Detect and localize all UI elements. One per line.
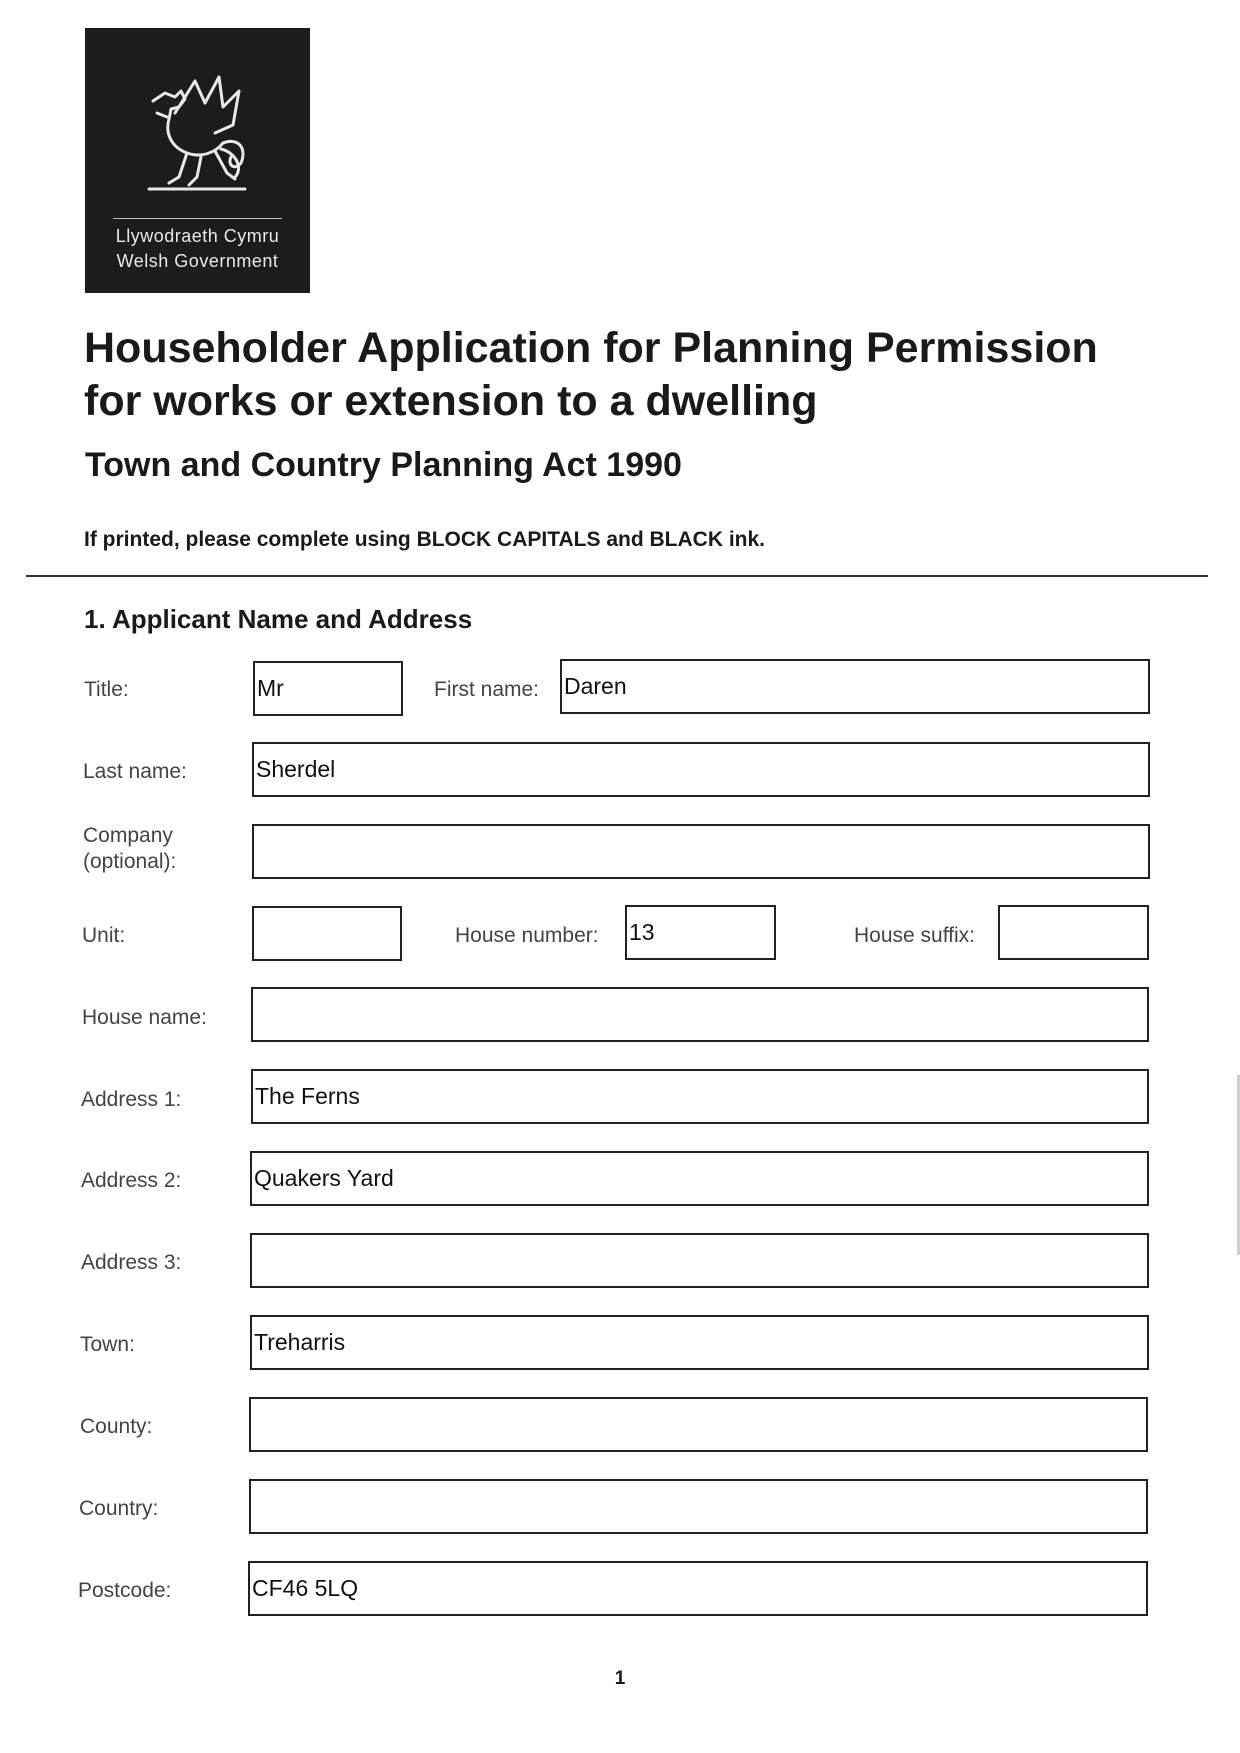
company-label-line2: (optional):: [83, 850, 177, 873]
company-label-line1: Company: [83, 824, 173, 847]
address2-label: Address 2:: [81, 1169, 182, 1192]
welsh-dragon-icon: [135, 73, 260, 208]
first-name-field[interactable]: Daren: [560, 659, 1150, 714]
logo-text-english: Welsh Government: [116, 251, 279, 271]
town-label: Town:: [80, 1333, 135, 1356]
house-number-label: House number:: [455, 924, 599, 947]
postcode-label: Postcode:: [78, 1579, 172, 1602]
country-field[interactable]: [249, 1479, 1148, 1534]
address3-field[interactable]: [250, 1233, 1149, 1288]
page-title: [84, 322, 1194, 428]
page-title-line1: Householder Application for Planning Permission: [84, 324, 1098, 372]
page-subtitle: Town and Country Planning Act 1990: [85, 446, 682, 484]
county-label: County:: [80, 1415, 153, 1438]
county-field[interactable]: [249, 1397, 1148, 1452]
logo-divider: [113, 218, 282, 219]
unit-label: Unit:: [82, 924, 126, 947]
section-heading: 1. Applicant Name and Address: [84, 604, 473, 634]
country-label: Country:: [79, 1497, 159, 1520]
title-field[interactable]: Mr: [253, 661, 403, 716]
page-number: 1: [614, 1668, 626, 1689]
address1-field[interactable]: The Ferns: [251, 1069, 1149, 1124]
section-divider: [26, 575, 1208, 577]
title-label: Title:: [84, 678, 129, 701]
address1-label: Address 1:: [81, 1088, 182, 1111]
first-name-label: First name:: [434, 678, 540, 701]
address2-field[interactable]: Quakers Yard: [250, 1151, 1149, 1206]
house-name-label: House name:: [82, 1006, 207, 1029]
last-name-field[interactable]: Sherdel: [252, 742, 1150, 797]
unit-field[interactable]: [252, 906, 402, 961]
house-suffix-field[interactable]: [998, 905, 1149, 960]
welsh-government-logo: [85, 28, 310, 293]
postcode-field[interactable]: CF46 5LQ: [248, 1561, 1148, 1616]
logo-text-welsh: Llywodraeth Cymru: [115, 226, 280, 246]
house-suffix-label: House suffix:: [854, 924, 976, 947]
company-label: [83, 823, 176, 875]
town-field[interactable]: Treharris: [250, 1315, 1149, 1370]
house-name-field[interactable]: [251, 987, 1149, 1042]
address3-label: Address 3:: [81, 1251, 182, 1274]
last-name-label: Last name:: [83, 760, 187, 783]
page-title-line2: for works or extension to a dwelling: [84, 377, 818, 425]
instruction-text: If printed, please complete using BLOCK CAPITALS and BLACK ink.: [84, 528, 766, 551]
company-field[interactable]: [252, 824, 1150, 879]
house-number-field[interactable]: 13: [625, 905, 776, 960]
